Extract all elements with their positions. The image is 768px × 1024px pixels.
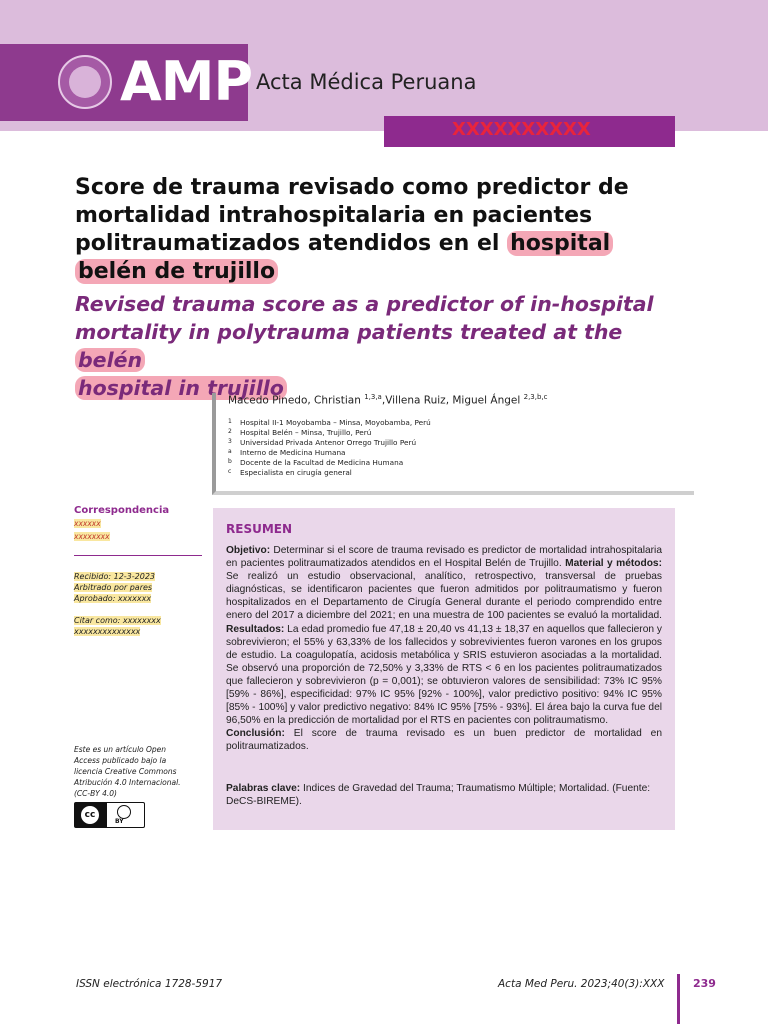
journal-seal-icon — [58, 55, 112, 109]
correspondence-line: xxxxxx — [74, 519, 101, 528]
affiliation: 2 Hospital Belén – Minsa, Trujillo, Perú — [228, 428, 372, 437]
footer-divider — [677, 974, 680, 1024]
issn: ISSN electrónica 1728-5917 — [76, 978, 223, 990]
title-en-highlight-2: hospital in trujillo — [75, 376, 287, 400]
correspondence-line: xxxxxxxx — [74, 532, 110, 541]
affiliation: b Docente de la Facultad de Medicina Humana — [228, 458, 404, 467]
cite-as: Citar como: xxxxxxxx — [74, 616, 161, 625]
title-english: Revised trauma score as a predictor of in-hospital mortality in polytrauma patients treated at the belén hospital in trujillo — [75, 292, 654, 400]
author-list: Macedo Pinedo, Christian $^{1,3,a}$,Villena Ruiz, Miguel Ángel $^{2,3,b,c}$ — [228, 393, 548, 407]
abstract-body: Objetivo: Determinar si el score de trauma revisado es predictor de mortalidad intrahospitalaria en pacientes politraumatizados atendidos en el Hospital Belén de Trujillo. Material y métodos: Se realizó un estudio observacional, analítico, retrospectivo, transversal de pruebas diagnósticas, se identificaron pacientes que fueron admitidos por politraumatismo y fueron hospitalizados en el Departamento de Cirugía General durante el periodo comprendido entre enero del 2017 a diciembre del 2021; en una muestra de 100 pacientes se evaluó la mortalidad. Resultados: La edad promedio fue 47,18 ± 20,40 vs 41,13 ± 18,37 en aquellos que fallecieron y sobrevivieron; el 55% y 63,33% de los fallecidos y sobrevivientes fueron varones en los grupos de estudio. La coagulopatía, acidosis metabólica y SRIS estuvieron asociadas a la mortalidad. Se observó una proporción de 72,50% y 3,33% de RTS < 6 en los pacientes politraumatizados que fallecieron y sobrevivieron (p = 0,001); se obtuvieron valores de sensibilidad: 73% IC 95% [59% - 86%], especificidad: 97% IC 95% [92% - 100%], valor predictivo positivo: 94% IC 95% [85% - 100%] y valor predictivo negativo: 84% IC 95% [75% - 93%]. El área bajo la curva fue del 96,50% en la predicción de mortalidad por el RTS en pacientes con politraumatismo. Conclusión: El score de trauma revisado es un buen predictor de mortalidad en politraumatizados. — [226, 545, 662, 753]
correspondence-heading: Correspondencia — [74, 505, 170, 516]
person-icon — [117, 805, 131, 819]
cc-icon: cc — [81, 806, 99, 824]
title-en-highlight-1: belén — [75, 348, 145, 372]
cc-by-badge: cc BY — [74, 802, 145, 828]
title-es-highlight-1: hospital — [507, 231, 613, 256]
license-text: Este es un artículo Open Access publicado bajo la licencia Creative Commons Atribución 4.0 Internacional. (CC-BY 4.0) — [74, 745, 181, 798]
affiliation: 1 Hospital II-1 Moyobamba – Minsa, Moyobamba, Perú — [228, 418, 431, 427]
citation: Acta Med Peru. 2023;40(3):XXX — [498, 978, 665, 990]
sidebar-divider — [74, 555, 202, 556]
affiliation: 3 Universidad Privada Antenor Orrego Trujillo Perú — [228, 438, 417, 447]
affiliation: c Especialista en cirugía general — [228, 468, 352, 477]
volume-placeholder: XXXXXXXXXX — [452, 119, 591, 140]
affiliation: a Interno de Medicina Humana — [228, 448, 346, 457]
abstract-heading: RESUMEN — [226, 522, 293, 536]
keywords: Palabras clave: Indices de Gravedad del Trauma; Traumatismo Múltiple; Mortalidad. (Fuente: DeCS-BIREME). — [226, 783, 651, 808]
page-number: 239 — [693, 977, 716, 990]
peer-review: Arbitrado por pares — [74, 583, 153, 592]
approved-date: Aprobado: xxxxxxx — [74, 594, 152, 603]
received-date: Recibido: 12-3-2023 — [74, 572, 156, 581]
journal-name: Acta Médica Peruana — [256, 70, 477, 94]
cite-as-value: xxxxxxxxxxxxxx — [74, 627, 141, 636]
logo-text: AMP — [120, 50, 253, 113]
title-spanish: Score de trauma revisado como predictor de mortalidad intrahospitalaria en pacientes politraumatizados atendidos en el hospital belén de trujillo — [75, 175, 629, 284]
title-es-highlight-2: belén de trujillo — [75, 259, 278, 284]
